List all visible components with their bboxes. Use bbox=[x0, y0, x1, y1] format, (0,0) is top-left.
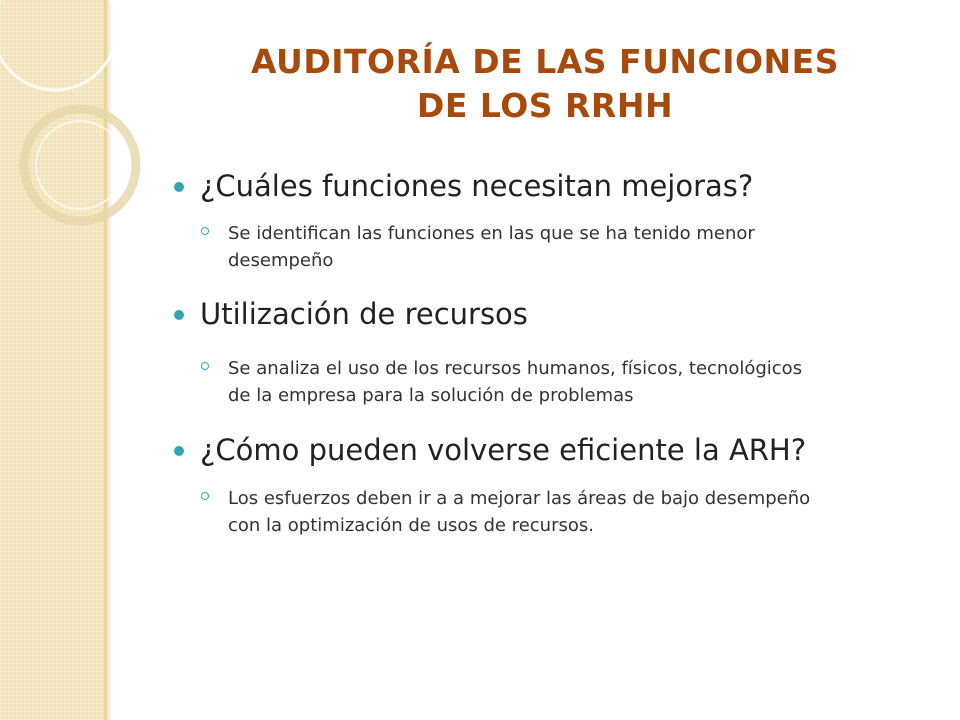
sub-bullet-line: Los esfuerzos deben ir a a mejorar las áreas de bajo desempeño bbox=[228, 488, 811, 509]
bullet-heading: ¿Cuáles funciones necesitan mejoras? bbox=[200, 169, 754, 203]
bullet-heading: Utilización de recursos bbox=[200, 297, 528, 331]
bullet-heading: ¿Cómo pueden volverse eficiente la ARH? bbox=[200, 433, 807, 467]
sub-bullet-mark bbox=[201, 362, 209, 370]
bullet-dot bbox=[174, 182, 184, 192]
sub-bullet-mark bbox=[201, 492, 209, 500]
sub-bullet-line: de la empresa para la solución de problemas bbox=[228, 385, 634, 406]
sub-bullet-line: Se analiza el uso de los recursos humanos, físicos, tecnológicos bbox=[228, 358, 803, 379]
decorative-circles bbox=[0, 0, 160, 260]
bullet-dot bbox=[174, 310, 184, 320]
sub-bullet-text bbox=[228, 485, 928, 539]
title-line-1: AUDITORÍA DE LAS FUNCIONES bbox=[251, 42, 839, 81]
sub-bullet-mark bbox=[201, 227, 209, 235]
bullet-dot bbox=[174, 446, 184, 456]
sub-bullet-text bbox=[228, 220, 928, 274]
sub-bullet-line: desempeño bbox=[228, 250, 334, 271]
sub-bullet-line: Se identifican las funciones en las que se ha tenido menor bbox=[228, 223, 755, 244]
sub-bullet-line: con la optimización de usos de recursos. bbox=[228, 515, 594, 536]
slide-title bbox=[150, 40, 940, 128]
sub-bullet-text bbox=[228, 355, 928, 409]
title-line-2: DE LOS RRHH bbox=[416, 86, 674, 125]
